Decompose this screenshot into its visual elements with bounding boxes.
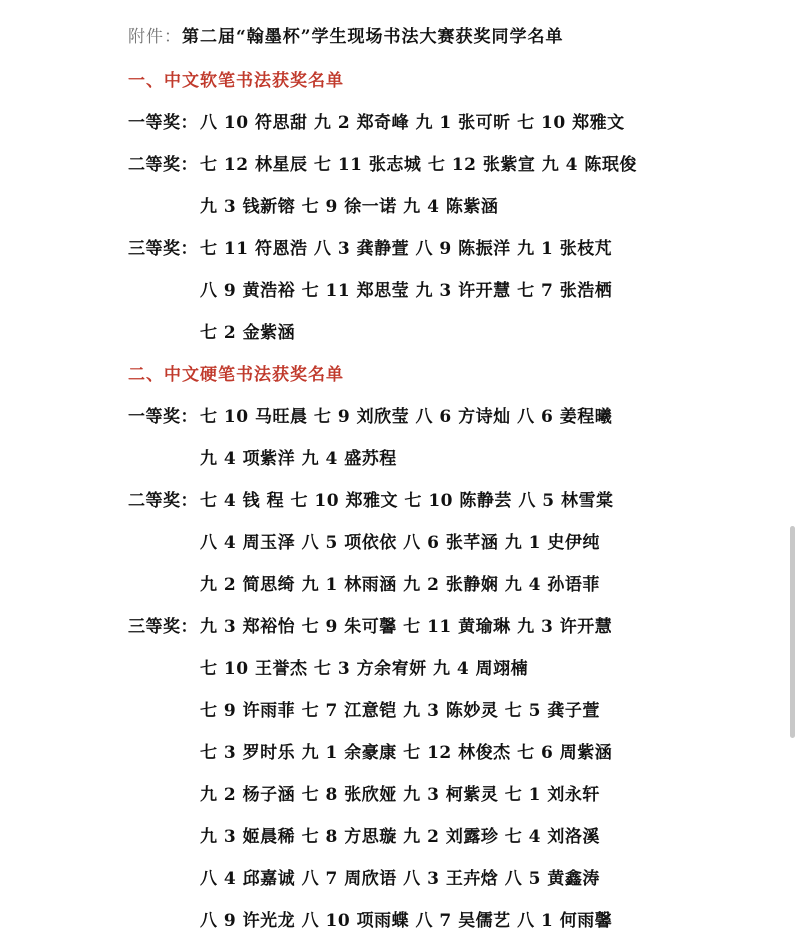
award-names: 八 9 许光龙 八 10 项雨蝶 八 7 吴儒艺 八 1 何雨馨 xyxy=(200,911,613,931)
award-names: 七 9 许雨菲 七 7 江意铠 九 3 陈妙灵 七 5 龚子萱 xyxy=(200,701,600,721)
award-names: 九 2 杨子涵 七 8 张欣娅 九 3 柯紫灵 七 1 刘永轩 xyxy=(200,785,600,805)
award-names: 八 4 周玉泽 八 5 项依依 八 6 张芊涵 九 1 史伊纯 xyxy=(200,533,600,553)
award-names: 九 3 钱新镕 七 9 徐一诺 九 4 陈紫涵 xyxy=(200,197,499,217)
award-names: 八 9 黄浩裕 七 11 郑思莹 九 3 许开慧 七 7 张浩栖 xyxy=(200,281,613,301)
award-names: 七 3 罗时乐 九 1 余豪康 七 12 林俊杰 七 6 周紫涵 xyxy=(200,743,613,763)
section-heading-soft-brush: 一、中文软笔书法获奖名单 xyxy=(128,71,344,91)
attachment-title xyxy=(128,22,564,47)
attachment-title-text: 第二届“翰墨杯”学生现场书法大赛获奖同学名单 xyxy=(182,27,564,47)
award-names: 八 10 符思甜 九 2 郑奇峰 九 1 张可昕 七 10 郑雅文 xyxy=(200,113,625,133)
attachment-prefix: 附件： xyxy=(128,27,182,47)
award-names: 七 11 符恩浩 八 3 龚静萱 八 9 陈振洋 九 1 张枝芃 xyxy=(200,239,613,259)
award-line xyxy=(128,486,614,511)
scrollbar-thumb[interactable] xyxy=(790,526,795,738)
award-names: 七 10 马旺晨 七 9 刘欣莹 八 6 方诗灿 八 6 姜程曦 xyxy=(200,407,613,427)
award-line xyxy=(128,402,612,427)
award-line xyxy=(128,108,625,133)
award-names: 九 2 简思绮 九 1 林雨涵 九 2 张静娴 九 4 孙语菲 xyxy=(200,575,600,595)
section-heading-hard-pen: 二、中文硬笔书法获奖名单 xyxy=(128,365,344,385)
award-line xyxy=(128,234,612,259)
award-names: 九 3 姬晨稀 七 8 方思璇 九 2 刘露珍 七 4 刘洛溪 xyxy=(200,827,600,847)
award-names: 八 4 邱嘉诚 八 7 周欣语 八 3 王卉焓 八 5 黄鑫涛 xyxy=(200,869,600,889)
award-label-second: 二等奖： xyxy=(128,155,198,175)
scrollbar[interactable] xyxy=(790,0,798,950)
award-names: 七 4 钱 程 七 10 郑雅文 七 10 陈静芸 八 5 林雪棠 xyxy=(200,491,614,511)
award-names: 七 12 林星辰 七 11 张志城 七 12 张紫宣 九 4 陈珉俊 xyxy=(200,155,637,175)
award-line xyxy=(128,150,637,175)
award-label-first: 一等奖： xyxy=(128,113,198,133)
award-line xyxy=(128,612,612,637)
award-names: 七 2 金紫涵 xyxy=(200,323,296,343)
award-names: 七 10 王誉杰 七 3 方余宥妍 九 4 周翊楠 xyxy=(200,659,529,679)
award-label-first: 一等奖： xyxy=(128,407,198,427)
award-label-third: 三等奖： xyxy=(128,239,198,259)
award-label-second: 二等奖： xyxy=(128,491,198,511)
award-names: 九 4 项紫洋 九 4 盛苏程 xyxy=(200,449,397,469)
award-names: 九 3 郑裕怡 七 9 朱可馨 七 11 黄瑜琳 九 3 许开慧 xyxy=(200,617,613,637)
award-label-third: 三等奖： xyxy=(128,617,198,637)
